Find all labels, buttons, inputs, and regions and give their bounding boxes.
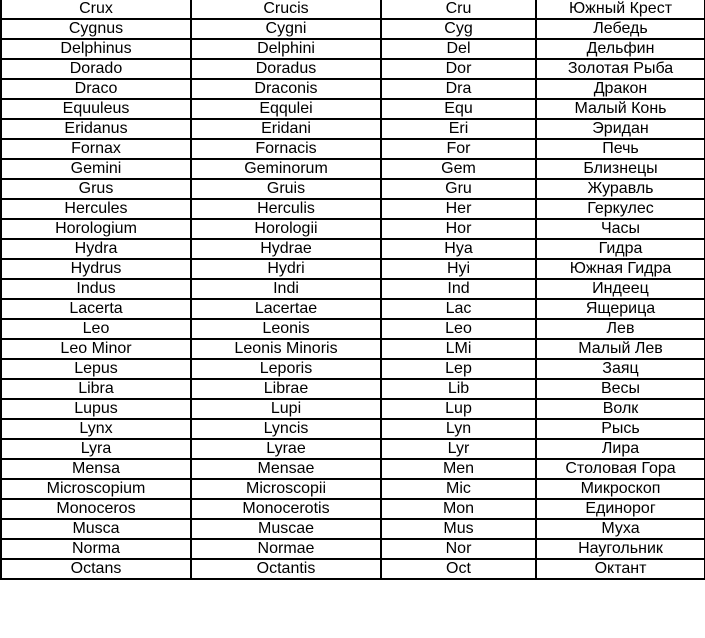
table-row [1, 439, 705, 459]
table-row [1, 279, 705, 299]
table-row [1, 399, 705, 419]
russian-name-cell: Ящерица [536, 299, 705, 319]
abbreviation-cell: Cyg [381, 19, 536, 39]
abbreviation-cell: Lep [381, 359, 536, 379]
table-row [1, 539, 705, 559]
latin-name-cell: Mensa [1, 459, 191, 479]
latin-name-cell: Cygnus [1, 19, 191, 39]
genitive-cell: Lyncis [191, 419, 381, 439]
abbreviation-cell: For [381, 139, 536, 159]
genitive-cell: Hydrae [191, 239, 381, 259]
abbreviation-cell: Mic [381, 479, 536, 499]
latin-name-cell: Hydra [1, 239, 191, 259]
russian-name-cell: Южный Крест [536, 0, 705, 19]
latin-name-cell: Lacerta [1, 299, 191, 319]
abbreviation-cell: LMi [381, 339, 536, 359]
table-row [1, 459, 705, 479]
abbreviation-cell: Lyr [381, 439, 536, 459]
latin-name-cell: Eridanus [1, 119, 191, 139]
latin-name-cell: Octans [1, 559, 191, 579]
latin-name-cell: Musca [1, 519, 191, 539]
latin-name-cell: Lepus [1, 359, 191, 379]
russian-name-cell: Октант [536, 559, 705, 579]
russian-name-cell: Малый Конь [536, 99, 705, 119]
abbreviation-cell: Nor [381, 539, 536, 559]
abbreviation-cell: Hyi [381, 259, 536, 279]
russian-name-cell: Наугольник [536, 539, 705, 559]
latin-name-cell: Hercules [1, 199, 191, 219]
genitive-cell: Eqqulei [191, 99, 381, 119]
abbreviation-cell: Men [381, 459, 536, 479]
latin-name-cell: Leo Minor [1, 339, 191, 359]
table-row [1, 299, 705, 319]
abbreviation-cell: Oct [381, 559, 536, 579]
russian-name-cell: Заяц [536, 359, 705, 379]
table-row [1, 559, 705, 579]
table-row [1, 59, 705, 79]
latin-name-cell: Draco [1, 79, 191, 99]
table-row [1, 239, 705, 259]
russian-name-cell: Золотая Рыба [536, 59, 705, 79]
table-row [1, 219, 705, 239]
abbreviation-cell: Hya [381, 239, 536, 259]
abbreviation-cell: Del [381, 39, 536, 59]
genitive-cell: Crucis [191, 0, 381, 19]
latin-name-cell: Gemini [1, 159, 191, 179]
genitive-cell: Normae [191, 539, 381, 559]
abbreviation-cell: Leo [381, 319, 536, 339]
russian-name-cell: Единорог [536, 499, 705, 519]
table-row [1, 99, 705, 119]
latin-name-cell: Monoceros [1, 499, 191, 519]
russian-name-cell: Дельфин [536, 39, 705, 59]
russian-name-cell: Лев [536, 319, 705, 339]
abbreviation-cell: Dor [381, 59, 536, 79]
russian-name-cell: Весы [536, 379, 705, 399]
latin-name-cell: Microscopium [1, 479, 191, 499]
genitive-cell: Librae [191, 379, 381, 399]
genitive-cell: Lyrae [191, 439, 381, 459]
latin-name-cell: Lupus [1, 399, 191, 419]
table-row [1, 419, 705, 439]
genitive-cell: Horologii [191, 219, 381, 239]
latin-name-cell: Lyra [1, 439, 191, 459]
genitive-cell: Geminorum [191, 159, 381, 179]
genitive-cell: Herculis [191, 199, 381, 219]
table-row [1, 339, 705, 359]
table-row [1, 79, 705, 99]
genitive-cell: Delphini [191, 39, 381, 59]
abbreviation-cell: Lup [381, 399, 536, 419]
russian-name-cell: Малый Лев [536, 339, 705, 359]
table-row [1, 39, 705, 59]
latin-name-cell: Lynx [1, 419, 191, 439]
latin-name-cell: Horologium [1, 219, 191, 239]
genitive-cell: Lacertae [191, 299, 381, 319]
russian-name-cell: Лира [536, 439, 705, 459]
abbreviation-cell: Ind [381, 279, 536, 299]
table-row [1, 159, 705, 179]
abbreviation-cell: Lac [381, 299, 536, 319]
latin-name-cell: Hydrus [1, 259, 191, 279]
latin-name-cell: Grus [1, 179, 191, 199]
russian-name-cell: Рысь [536, 419, 705, 439]
genitive-cell: Eridani [191, 119, 381, 139]
russian-name-cell: Геркулес [536, 199, 705, 219]
latin-name-cell: Libra [1, 379, 191, 399]
genitive-cell: Leonis Minoris [191, 339, 381, 359]
latin-name-cell: Norma [1, 539, 191, 559]
genitive-cell: Muscae [191, 519, 381, 539]
table-row [1, 319, 705, 339]
abbreviation-cell: Her [381, 199, 536, 219]
russian-name-cell: Эридан [536, 119, 705, 139]
table-row [1, 359, 705, 379]
table-row [1, 119, 705, 139]
latin-name-cell: Dorado [1, 59, 191, 79]
russian-name-cell: Гидра [536, 239, 705, 259]
abbreviation-cell: Eri [381, 119, 536, 139]
abbreviation-cell: Gru [381, 179, 536, 199]
table-row [1, 499, 705, 519]
russian-name-cell: Журавль [536, 179, 705, 199]
latin-name-cell: Delphinus [1, 39, 191, 59]
russian-name-cell: Микроскоп [536, 479, 705, 499]
table-row [1, 139, 705, 159]
table-row [1, 0, 705, 19]
russian-name-cell: Часы [536, 219, 705, 239]
russian-name-cell: Близнецы [536, 159, 705, 179]
table-row [1, 179, 705, 199]
genitive-cell: Octantis [191, 559, 381, 579]
genitive-cell: Mensae [191, 459, 381, 479]
genitive-cell: Gruis [191, 179, 381, 199]
table-row [1, 519, 705, 539]
abbreviation-cell: Lib [381, 379, 536, 399]
abbreviation-cell: Mus [381, 519, 536, 539]
abbreviation-cell: Mon [381, 499, 536, 519]
russian-name-cell: Муха [536, 519, 705, 539]
table-row [1, 479, 705, 499]
latin-name-cell: Indus [1, 279, 191, 299]
latin-name-cell: Equuleus [1, 99, 191, 119]
russian-name-cell: Волк [536, 399, 705, 419]
russian-name-cell: Индеец [536, 279, 705, 299]
russian-name-cell: Столовая Гора [536, 459, 705, 479]
abbreviation-cell: Cru [381, 0, 536, 19]
genitive-cell: Indi [191, 279, 381, 299]
genitive-cell: Fornacis [191, 139, 381, 159]
abbreviation-cell: Dra [381, 79, 536, 99]
genitive-cell: Draconis [191, 79, 381, 99]
russian-name-cell: Лебедь [536, 19, 705, 39]
genitive-cell: Cygni [191, 19, 381, 39]
table-body [1, 0, 705, 579]
genitive-cell: Hydri [191, 259, 381, 279]
genitive-cell: Monocerotis [191, 499, 381, 519]
abbreviation-cell: Lyn [381, 419, 536, 439]
genitive-cell: Lupi [191, 399, 381, 419]
table-row [1, 199, 705, 219]
genitive-cell: Doradus [191, 59, 381, 79]
table-row [1, 259, 705, 279]
latin-name-cell: Leo [1, 319, 191, 339]
russian-name-cell: Дракон [536, 79, 705, 99]
abbreviation-cell: Equ [381, 99, 536, 119]
abbreviation-cell: Hor [381, 219, 536, 239]
russian-name-cell: Южная Гидра [536, 259, 705, 279]
russian-name-cell: Печь [536, 139, 705, 159]
latin-name-cell: Fornax [1, 139, 191, 159]
table-row [1, 379, 705, 399]
genitive-cell: Leporis [191, 359, 381, 379]
table-row [1, 19, 705, 39]
abbreviation-cell: Gem [381, 159, 536, 179]
genitive-cell: Leonis [191, 319, 381, 339]
genitive-cell: Microscopii [191, 479, 381, 499]
latin-name-cell: Crux [1, 0, 191, 19]
